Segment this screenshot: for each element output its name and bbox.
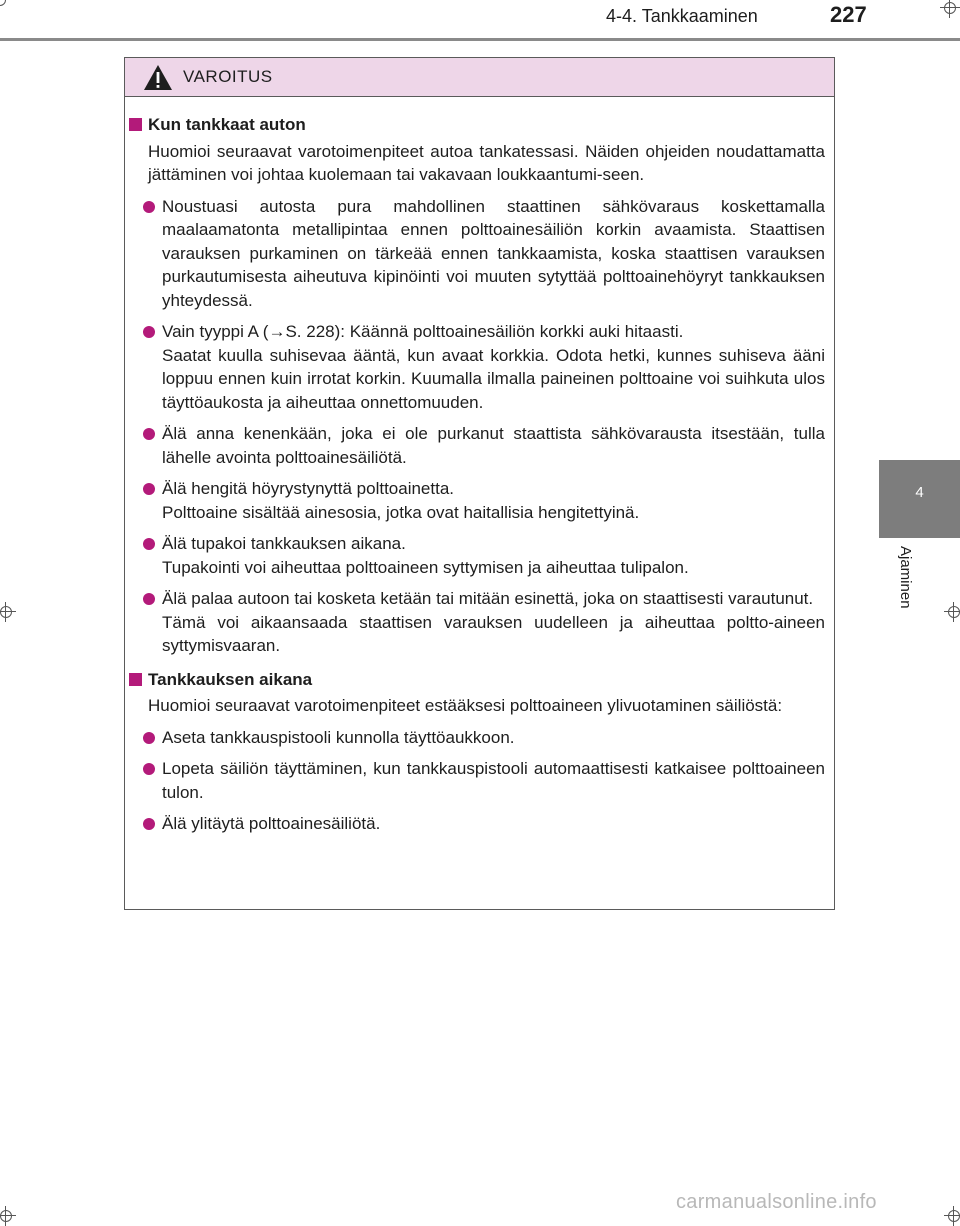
list-item-line: Noustuasi autosta pura mahdollinen staattinen sähkövaraus koskettamalla maalaamatonta metallipintaa ennen polttoainesäiliön korkin avaamista. Staattisen varauksen purkaminen on tärkeää ennen tankkaamista, koska staattisen varauksen purkautumisesta aiheutuva kipinöinti voi muuten sytyttää polttoainehöyryt tankkauksen yhteydessä. — [162, 196, 825, 310]
list-item-text — [162, 587, 825, 658]
list-item-text — [162, 757, 825, 804]
list-item-line: Lopeta säiliön täyttäminen, kun tankkauspistooli automaattisesti katkaisee polttoaineen tulon. — [162, 759, 825, 802]
warning-content — [125, 97, 834, 836]
warning-header — [125, 58, 834, 97]
list-item-text — [162, 812, 825, 836]
list-item — [129, 477, 825, 524]
crop-mark-top-right — [940, 0, 960, 18]
bullet-dot-icon — [143, 732, 155, 744]
list-item-line: Aseta tankkauspistooli kunnolla täyttöaukkoon. — [162, 727, 515, 747]
list-item-line: Älä ylitäytä polttoainesäiliötä. — [162, 814, 381, 833]
list-item-line: Polttoaine sisältää ainesosia, jotka ovat haitallisia hengitettyinä. — [162, 502, 640, 522]
site-watermark: carmanualsonline.info — [676, 1191, 877, 1213]
list-item — [129, 195, 825, 313]
bullet-dot-icon — [143, 428, 155, 440]
list-item-text — [162, 320, 825, 414]
list-item — [129, 757, 825, 804]
header-rule — [0, 38, 960, 41]
bullet-dot-icon — [143, 483, 155, 495]
section-intro: Huomioi seuraavat varotoimenpiteet autoa tankatessasi. Näiden ohjeiden noudattamatta jättäminen voi johtaa kuolemaan tai vakavaan loukkaantumi-seen. — [148, 141, 825, 184]
list-item-line: Älä palaa autoon tai kosketa ketään tai mitään esinettä, joka on staattisesti varautunut. — [162, 589, 814, 608]
list-item-text — [162, 532, 825, 579]
list-item-line: Älä anna kenenkään, joka ei ole purkanut staattista sähkövarausta itsestään, tulla lähelle avointa polttoainesäiliötä. — [162, 424, 825, 467]
bullet-dot-icon — [143, 326, 155, 338]
list-item-line: Vain tyyppi A (→S. 228): Käännä polttoainesäiliön korkki auki hitaasti. — [162, 322, 684, 341]
list-item — [129, 812, 825, 836]
bullet-square-icon — [129, 673, 142, 686]
page-number: 227 — [830, 2, 867, 27]
section-intro: Huomioi seuraavat varotoimenpiteet estääksesi polttoaineen ylivuotaminen säiliöstä: — [148, 696, 783, 715]
list-item-line: Tämä voi aikaansaada staattisen varauksen uudelleen ja aiheuttaa poltto-aineen syttymisvaaran. — [162, 612, 825, 655]
section-heading — [129, 113, 825, 137]
bullet-dot-icon — [143, 538, 155, 550]
list-item — [129, 587, 825, 658]
list-item-line: Älä tupakoi tankkauksen aikana. — [162, 534, 406, 553]
section-heading-text: Kun tankkaat auton — [148, 115, 306, 134]
list-item-text — [162, 477, 825, 524]
bullet-dot-icon — [143, 818, 155, 830]
list-item — [129, 320, 825, 414]
crop-mark-mid-left — [0, 602, 16, 622]
list-item-text — [162, 195, 825, 313]
bullet-dot-icon — [143, 593, 155, 605]
warning-title: VAROITUS — [183, 67, 273, 86]
list-item — [129, 726, 825, 750]
section-heading-text: Tankkauksen aikana — [148, 669, 313, 689]
list-item — [129, 532, 825, 579]
list-item — [129, 422, 825, 469]
crop-mark-bottom-right — [944, 1206, 960, 1226]
list-item-text — [162, 726, 825, 750]
bullet-dot-icon — [143, 201, 155, 213]
list-item-line: Tupakointi voi aiheuttaa polttoaineen syttymisen ja aiheuttaa tulipalon. — [162, 557, 689, 577]
list-item-line: Saatat kuulla suhisevaa ääntä, kun avaat korkkia. Odota hetki, kunnes suhiseva ääni loppuu ennen kuin irrotat korkin. Kuumalla ilmalla paineinen polttoaine voi suihkuta ulos täyttöaukosta ja aiheuttaa onnettomuuden. — [162, 345, 825, 412]
crop-mark-top-left — [0, 0, 10, 10]
chapter-label: Ajaminen — [897, 546, 914, 609]
warning-box — [124, 57, 835, 910]
list-item-line: Älä hengitä höyrystynyttä polttoainetta. — [162, 479, 455, 498]
crop-mark-bottom-left — [0, 1206, 16, 1226]
bullet-dot-icon — [143, 763, 155, 775]
list-item-text — [162, 422, 825, 469]
crop-mark-mid-right — [944, 602, 960, 622]
bullet-square-icon — [129, 118, 142, 131]
chapter-number: 4 — [915, 484, 924, 501]
section-title: 4-4. Tankkaaminen — [606, 6, 758, 26]
section-heading — [129, 668, 825, 692]
chapter-tab — [879, 460, 960, 538]
warning-triangle-icon — [143, 64, 173, 91]
